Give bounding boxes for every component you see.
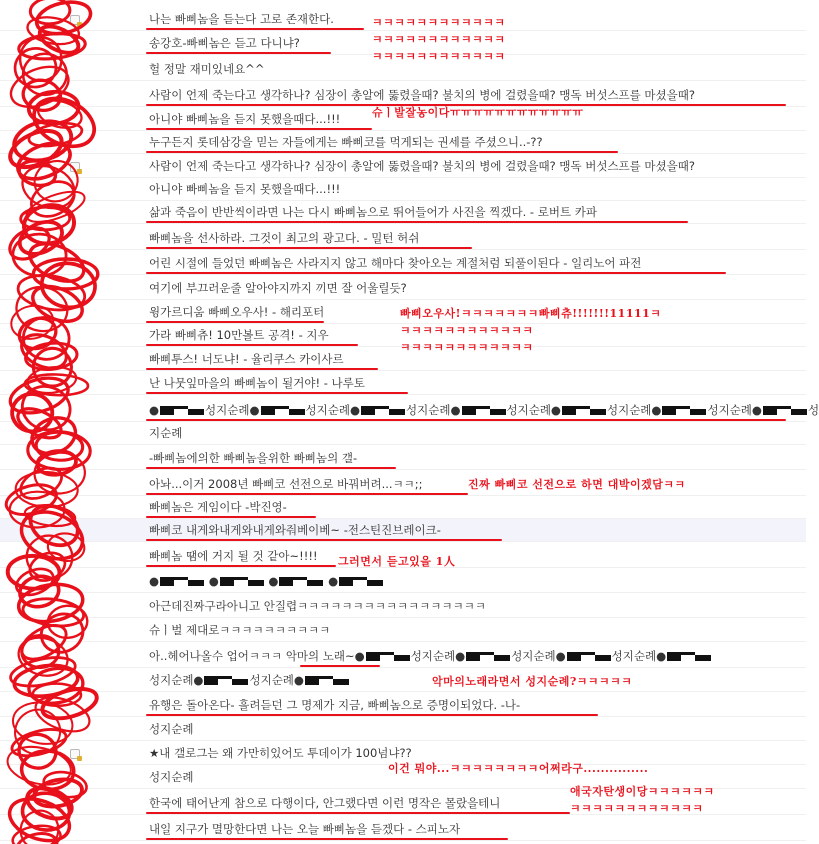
comment-author[interactable] [34,63,68,76]
gallog-icon[interactable] [70,15,80,25]
comment-text: 아근데진짜구라아니고 안질렵ㅋㅋㅋㅋㅋㅋㅋㅋㅋㅋㅋㅋㅋㅋㅋㅋㅋ [149,599,486,613]
censored-logo-icon [462,406,506,415]
censored-logo-icon [160,406,204,415]
censored-logo-icon [261,406,305,415]
comment-author[interactable] [34,37,68,50]
comment-row [0,519,806,542]
comment-text: 아니야 빠삐놈을 듣지 못했을때다...!!! [149,182,341,196]
comment-author[interactable] [34,501,68,514]
listening-note: 그러면서 듣고있을 1人 [338,555,456,568]
censored-logo-icon [220,577,264,586]
red-underline [146,321,324,323]
comment-text: ● ● ● ● [149,573,384,590]
comment-text: 빠삐놈은 게임이다 -박진영- [149,500,287,514]
red-underline [146,565,336,567]
comment-author[interactable] [34,13,68,26]
comment-row [0,178,806,201]
comment-author[interactable] [34,89,68,102]
censored-logo-icon [339,577,383,586]
comment-text: 내일 지구가 멸망한다면 나는 오늘 빠삐놈을 듣겠다 - 스피노자 [149,822,461,836]
comment-text: 어린 시절에 들었던 빠삐놈은 사라지지 않고 해마다 찾아오는 계절처럼 되풀이된다 - 일리노어 파전 [149,256,642,270]
comment-row [0,718,806,741]
comment-author[interactable] [34,136,68,149]
comment-text: 삶과 죽음이 반반씩이라면 나는 다시 빠삐놈으로 뛰어들어가 사진을 찍겠다. - 로버트 카파 [149,205,597,219]
censored-logo-icon [466,652,510,661]
red-underline [300,665,380,667]
comment-text: ★내 갤로그는 왜 가만히있어도 투데이가 100넘냐?? [149,746,412,760]
comment-text: 난 나뭇잎마을의 빠삐놈이 될거야! - 나루토 [149,376,365,390]
comment-text: 빠삐놈을 선사하라. 그것이 최고의 광고다. - 밀턴 허쉬 [149,231,420,245]
comment-text: 송강호-빠삐놈은 듣고 다니냐? [149,36,300,50]
comment-author[interactable] [34,377,68,390]
comment-row [0,447,806,470]
comment-text: 나는 빠삐놈을 듣는다 고로 존재한다. [149,12,334,26]
patriot-note: 애국자탄생이당ㅋㅋㅋㅋㅋㅋ ㅋㅋㅋㅋㅋㅋㅋㅋㅋㅋㅋㅋ [570,785,715,815]
comment-text: 사람이 언제 죽는다고 생각하나? 심장이 총알에 뚫렸을때? 불치의 병에 걸렸을때? 맹독 버섯스프를 마셨을때? [149,159,695,173]
shut-up-note: 슈ㅣ발잘농이다ㅠㅠㅠㅠㅠㅠㅠㅠㅠㅠㅠㅠ [372,106,584,119]
comment-row [0,694,806,717]
comment-author[interactable] [34,232,68,245]
comment-row [0,399,819,422]
red-underline [146,838,508,840]
comment-text: 지순례 [149,426,183,440]
comment-row [0,227,806,250]
comment-author[interactable] [34,329,68,342]
comment-text: 사람이 언제 죽는다고 생각하나? 심장이 총알에 뚫렸을때? 불치의 병에 걸렸을때? 맹독 버섯스프를 마셨을때? [149,88,695,102]
comment-text: 헐 정말 재미있네요^^ [149,62,265,76]
comment-author[interactable] [34,452,68,465]
comment-row [0,818,806,841]
comment-author[interactable] [34,823,68,836]
red-underline [146,539,502,541]
censored-logo-icon [366,652,410,661]
red-underline [146,52,331,54]
red-underline [146,247,472,249]
comment-author[interactable] [34,427,68,440]
kk-block-top: ㅋㅋㅋㅋㅋㅋㅋㅋㅋㅋㅋㅋ ㅋㅋㅋㅋㅋㅋㅋㅋㅋㅋㅋㅋ ㅋㅋㅋㅋㅋㅋㅋㅋㅋㅋㅋㅋ [372,16,506,63]
what-is-this-note: 이건 뭐야...ㅋㅋㅋㅋㅋㅋㅋㅋ어쩌라구............... [388,762,649,775]
comment-author[interactable] [34,771,68,784]
red-underline [146,419,786,421]
red-underline [146,272,726,274]
comment-text: 빠삐놈 땜에 거지 될 것 같아~!!!! [149,549,318,563]
comment-text: 아놔...이거 2008년 빠삐코 선전으로 바꿔버려...ㅋㅋ;; [149,477,423,491]
comment-author[interactable] [34,600,68,613]
comment-author[interactable] [34,723,68,736]
comment-text: 한국에 태어난게 참으로 다행이다, 안그랬다면 이런 명작은 몰랐을테니 [149,796,501,810]
comment-text: 성지순례● 성지순례● [149,672,350,689]
comment-row [0,645,806,668]
comment-author[interactable] [34,353,68,366]
comment-text: 유행은 돌아온다- 흘려듣던 그 명제가 지금, 빠삐놈으로 증명이되었다. -나- [149,698,521,712]
comment-author[interactable] [34,306,68,319]
censored-logo-icon [204,676,248,685]
comment-text: -빠삐놈에의한 빠삐놈을위한 빠삐놈의 갤- [149,451,358,465]
gallog-icon[interactable] [70,162,80,172]
censored-logo-icon [662,406,706,415]
comment-text: 윙가르디움 빠삐오우사! - 해리포터 [149,305,325,319]
censored-logo-icon [763,406,807,415]
red-underline [146,812,570,814]
comment-author[interactable] [34,257,68,270]
devil-song-note: 악마의노래라면서 성지순례?ㅋㅋㅋㅋㅋ [432,675,633,688]
comment-text: 슈ㅣ벌 제대로ㅋㅋㅋㅋㅋㅋㅋㅋㅋㅋ [149,623,331,637]
comment-text: 가라 빠삐츄! 10만볼트 공격! - 지우 [149,328,329,342]
comment-author[interactable] [34,550,68,563]
comment-author[interactable] [34,183,68,196]
comment-row [0,372,806,395]
papi-note: 빠삐오우사!ㅋㅋㅋㅋㅋㅋㅋ빠삐츄!!!!!!!11111ㅋ [400,307,662,320]
comment-row [0,201,806,224]
comment-text: 빠삐투스! 너도냐! - 율리쿠스 카이사르 [149,352,344,366]
red-underline [146,221,688,223]
comment-text: 아니야 빠삐놈을 듣지 못했을때다...!!! [149,112,341,126]
red-underline [146,714,598,716]
censored-logo-icon [279,577,323,586]
comment-author[interactable] [34,404,68,417]
censored-logo-icon [160,577,204,586]
gallog-icon[interactable] [70,749,80,759]
comment-row [0,619,806,642]
comment-author[interactable] [34,160,68,173]
comment-row [0,155,806,178]
censored-logo-icon [305,676,349,685]
comment-row [0,496,806,519]
censored-logo-icon [567,652,611,661]
comment-author[interactable] [34,699,68,712]
comment-row [0,595,806,618]
comment-text: 누구든지 롯데삼강을 믿는 자들에게는 빠삐코를 먹게되는 권세를 주셨으니..-?? [149,135,543,149]
comment-text: 아..헤어나올수 업어ㅋㅋㅋ 악마의 노래~● 성지순례● 성지순례● 성지순례● [149,648,712,665]
comment-text: 성지순례 [149,770,194,784]
comment-author[interactable] [34,282,68,295]
red-underline [146,151,618,153]
comment-row [0,277,806,300]
kk-block-mid: ㅋㅋㅋㅋㅋㅋㅋㅋㅋㅋㅋㅋ ㅋㅋㅋㅋㅋㅋㅋㅋㅋㅋㅋㅋ [400,324,534,354]
comment-author[interactable] [34,674,68,687]
red-underline [146,128,372,130]
red-underline [146,516,316,518]
comment-author[interactable] [34,113,68,126]
red-underline [146,493,468,495]
comment-author[interactable] [34,650,68,663]
comment-author[interactable] [34,575,68,588]
comment-text: 성지순례 [149,722,194,736]
comment-row [0,570,806,593]
red-underline [146,368,378,370]
comment-author[interactable] [34,797,68,810]
comment-author[interactable] [34,206,68,219]
red-underline [146,467,396,469]
comment-row [0,131,806,154]
comment-row [0,252,806,275]
red-underline [146,392,408,394]
comment-row [0,422,806,445]
comment-author[interactable] [34,524,68,537]
comment-text: ● 성지순례● 성지순례● 성지순례● 성지순례● 성지순례● 성지순례● 성 [149,403,819,417]
censored-logo-icon [361,406,405,415]
comment-author[interactable] [34,478,68,491]
jackpot-note: 진짜 빠삐코 선전으로 하면 대박이겠담ㅋㅋ [468,478,686,491]
censored-logo-icon [562,406,606,415]
comment-text: 빠삐코 내게와내게와내게와줘베이베~ -전스틴진브레이크- [149,523,441,537]
red-underline [146,28,364,30]
comment-row [0,669,806,692]
comment-author[interactable] [34,624,68,637]
comment-author[interactable] [34,747,68,760]
comment-text: 여기에 부끄러운줄 알아야지까지 끼면 잘 어울릴듯? [149,281,407,295]
red-underline [146,344,358,346]
censored-logo-icon [667,652,711,661]
